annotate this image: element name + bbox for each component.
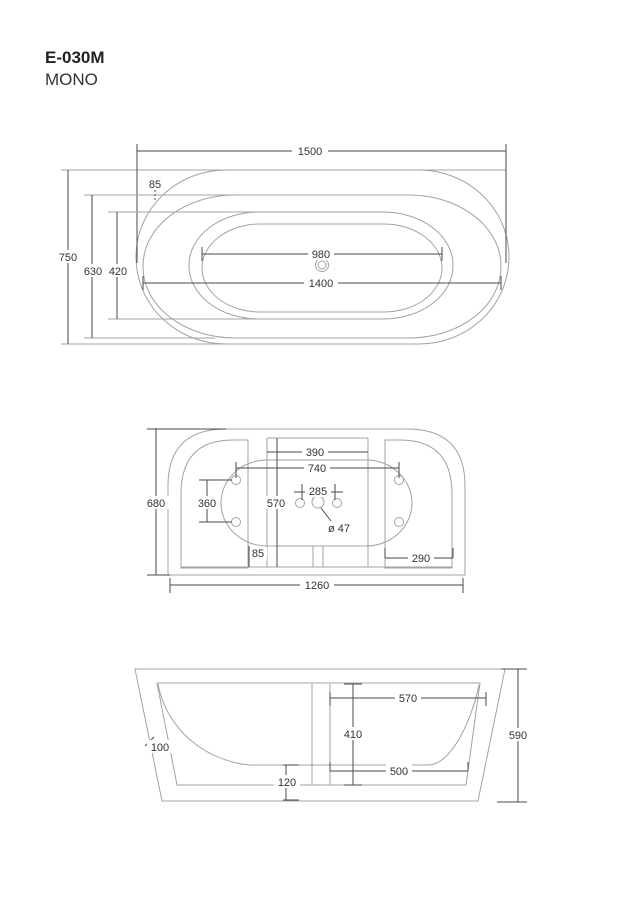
dim-label-drain-diameter: ø 47 [327, 523, 351, 535]
dim-label-inner-depth: 410 [343, 729, 363, 741]
basin-top-edge [189, 212, 453, 319]
series-name: MONO [45, 70, 98, 89]
top-view [55, 144, 509, 344]
dim-label-base-length: 1260 [304, 580, 330, 592]
mount-hole [395, 518, 404, 527]
dim-label-overall-height: 680 [146, 498, 166, 510]
dim-label-base-height: 120 [277, 777, 297, 789]
dim-label-drain-offset: 85 [251, 548, 265, 560]
basin-floor-edge [202, 224, 442, 312]
dim-label-overall-width: 750 [58, 252, 78, 264]
back-view [143, 428, 465, 593]
dim-label-panel-height: 570 [266, 498, 286, 510]
dim-label-wall-thickness: 100 [150, 742, 170, 754]
dim-label-inner-width: 630 [83, 266, 103, 278]
right-foot-arch [385, 440, 452, 568]
dim-label-hole-spacing-v: 360 [197, 498, 217, 510]
dim-label-faucet-spacing: 285 [308, 486, 328, 498]
shell-outer-profile [135, 669, 505, 801]
faucet-hole [296, 499, 305, 508]
dim-label-foot-width: 290 [411, 553, 431, 565]
dim-label-deck-width: 570 [398, 693, 418, 705]
model-code: E-030M [45, 48, 105, 67]
drain-icon-inner [318, 261, 326, 269]
dim-label-rim-offset: 85 [148, 179, 162, 191]
dim-label-panel-width: 390 [305, 447, 325, 459]
dim-label-floor-width: 500 [389, 766, 409, 778]
faucet-hole [333, 499, 342, 508]
dim-label-basin-floor-length: 980 [311, 249, 331, 261]
side-view [135, 669, 531, 802]
dim-label-inner-length: 1400 [308, 278, 334, 290]
dim-label-hole-spacing-h: 740 [307, 463, 327, 475]
basin-profile-curve [158, 684, 479, 765]
dim-label-overall-length: 1500 [297, 146, 323, 158]
dim-label-basin-width: 420 [108, 266, 128, 278]
mount-hole [232, 518, 241, 527]
tub-inner-rim [143, 195, 501, 338]
dim-label-overall-height: 590 [508, 730, 528, 742]
title-block [45, 48, 105, 89]
